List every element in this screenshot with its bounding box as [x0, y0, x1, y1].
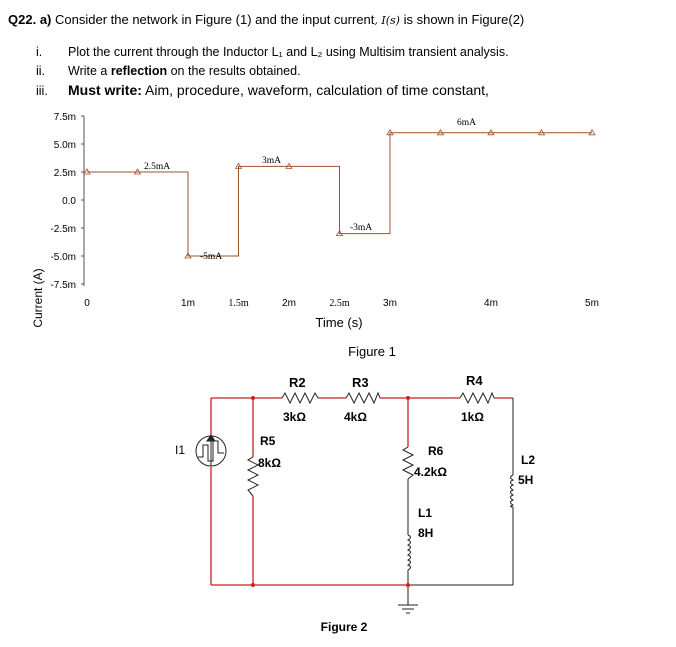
circuit-diagram	[0, 365, 676, 647]
annotation-minus-5ma: -5mA	[200, 252, 223, 262]
r4-name: R4	[466, 373, 483, 388]
y-tick-label: -7.5m	[50, 280, 76, 291]
r3-value: 4kΩ	[344, 410, 367, 424]
x-tick-label: 2.5m	[329, 298, 350, 309]
y-tick-label: -5.0m	[50, 252, 76, 263]
figure-2-caption: Figure 2	[320, 620, 368, 634]
source-label: I1	[175, 443, 186, 457]
annotation-3ma: 3mA	[262, 156, 281, 166]
x-ticks	[84, 298, 599, 309]
x-tick-label: 2m	[282, 298, 296, 309]
y-tick-label: 7.5m	[53, 112, 76, 123]
x-tick-label: 3m	[383, 298, 397, 309]
y-tick-label: 5.0m	[53, 140, 76, 151]
l1-value: 8H	[418, 526, 434, 540]
inductor-l1-icon	[408, 535, 411, 570]
question-prompt-before: Consider the network in Figure (1) and the input current	[55, 12, 375, 27]
resistor-r3-icon	[346, 393, 380, 403]
r6-name: R6	[428, 444, 444, 458]
y-axis-label: Current (A)	[31, 268, 45, 328]
y-ticks	[50, 112, 84, 291]
y-tick-label: -2.5m	[50, 224, 76, 235]
junction-dots	[251, 396, 410, 587]
list-item-text-bold: Must write:	[68, 82, 142, 98]
list-item-1	[36, 45, 509, 59]
r5-value: 8kΩ	[258, 456, 281, 470]
l2-name: L2	[521, 453, 536, 467]
r6-value: 4.2kΩ	[414, 465, 447, 479]
x-tick-label: 1m	[181, 298, 195, 309]
resistor-r2-icon	[282, 393, 318, 403]
r2-name: R2	[289, 375, 306, 390]
list-item-3	[36, 82, 489, 98]
resistor-r5-icon	[248, 457, 258, 496]
annotation-6ma: 6mA	[457, 118, 476, 128]
list-item-2	[36, 64, 301, 78]
question-part: a)	[39, 12, 52, 27]
x-tick-label: 5m	[585, 298, 599, 309]
inductor-l2-icon	[511, 475, 514, 507]
resistor-r6-icon	[403, 447, 413, 479]
list-item-number: iii.	[36, 84, 48, 98]
question-prompt-symbol: , I(s)	[374, 14, 400, 27]
l2-value: 5H	[518, 473, 534, 487]
r4-value: 1kΩ	[461, 410, 484, 424]
r2-value: 3kΩ	[283, 410, 306, 424]
x-tick-label: 4m	[484, 298, 498, 309]
annotation-minus-3ma: -3mA	[350, 223, 373, 233]
list-item-text-after: Aim, procedure, waveform, calculation of time constant,	[145, 82, 489, 98]
y-tick-label: 2.5m	[53, 168, 76, 179]
list-item-text-after: on the results obtained.	[170, 64, 301, 78]
list-item-text-before: Write a	[68, 64, 108, 78]
list-item-number: i.	[36, 45, 43, 59]
circuit-black-wires	[408, 398, 513, 605]
list-item-number: ii.	[36, 64, 46, 78]
ground-icon	[398, 605, 418, 613]
resistor-r4-icon	[460, 393, 494, 403]
figure-1-caption: Figure 1	[348, 344, 396, 359]
current-waveform-chart	[0, 100, 676, 365]
y-tick-label: 0.0	[62, 196, 76, 207]
x-tick-label: 0	[84, 298, 90, 309]
question-title	[8, 12, 524, 27]
current-source-icon	[196, 435, 226, 466]
list-item-text-bold: reflection	[110, 64, 168, 78]
circuit-wires	[211, 398, 513, 585]
question-prompt-after: is shown in Figure(2)	[403, 12, 525, 27]
r5-name: R5	[260, 434, 276, 448]
list-item-text: Plot the current through the Inductor L₁ and L₂ using Multisim transient analysis.	[68, 45, 509, 59]
series-marker	[286, 163, 292, 168]
question-number: Q22.	[8, 12, 37, 27]
l1-name: L1	[418, 506, 433, 520]
annotation-2-5ma: 2.5mA	[144, 162, 171, 172]
x-tick-label: 1.5m	[228, 298, 249, 309]
x-axis-label: Time (s)	[315, 315, 363, 330]
series-line-current	[87, 133, 592, 256]
r3-name: R3	[352, 375, 369, 390]
